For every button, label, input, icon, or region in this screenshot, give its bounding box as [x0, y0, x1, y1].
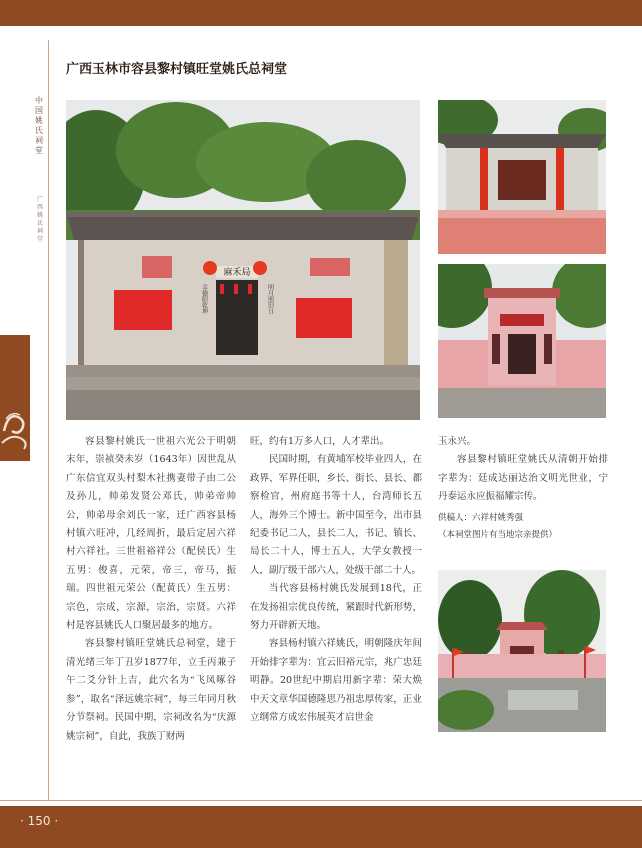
paragraph: 民国时期，有黄埔军校毕业四人，在政界、军界任职，乡长、街长、县长、都察检官，州府庭书等十人，台湾师长五人，海外三个博士。新中国至今，出市县纪委书记二人，县长二人，书记、镇长、局长二十人，博士五人，大学女教授一人，副厅级干部六人，处级干部二十人。	[250, 454, 422, 576]
couplet-left-text: 幸德昭乾坤	[200, 284, 208, 314]
photo-credit	[438, 510, 608, 544]
paragraph: 容县杨村镇六祥姚氏，明朝隆庆年间开始排字辈为：宜云旧裕元宗，兆广忠廷明静。20世纪中期启用新字辈：荣大焕中天文章华国德隆思乃祖忠厚传家，正业立纲常方成宏伟展英才启世金	[250, 638, 422, 724]
hall-sign-text: 麻禾局	[223, 268, 251, 278]
bottom-band	[0, 806, 642, 848]
body-column-1	[66, 433, 236, 746]
cloud-ornament-icon	[0, 335, 30, 461]
margin-rule	[48, 40, 49, 800]
body-column-2	[250, 433, 422, 728]
body-column-3	[438, 433, 608, 507]
source-line: （本祠堂图片有当地宗亲提供）	[438, 530, 558, 540]
couplet-right-text: 明月照旧日	[266, 284, 274, 314]
paragraph: 容县黎村镇旺堂姚氏从清朝开始排字辈为：廷成达丽达治文明光世业，宁丹泰运永应振福耀宗传。	[438, 454, 608, 503]
page-title: 广西玉林市容县黎村镇旺堂姚氏总祠堂	[66, 62, 288, 77]
hall-front-photo	[438, 100, 606, 254]
page-number: · 150 ·	[20, 814, 59, 828]
sidebar-book-title: 中国姚氏祠堂	[35, 96, 43, 155]
paragraph: 容县黎村姚氏一世祖六光公于明朝末年，崇祯癸未岁（1643年）因世乱从广东信宜双头村梨木社携妻带子由二公及孙儿，帅弟发贤公邓氏，帅弟帝帅公，帅弟母余刘氏一家，迁广西容县杨村镇六旺冲，几经周折，最后定居六祥村六祥社。三世祖裕祥公（配侯氏）生五男：俊喜，元荣，帝三，帝马，振瑞。四世祖元荣公（配黄氏）生五男：宗色，宗成，宗源，宗治，宗贤。六祥村是容县姚氏人口聚居最多的地方。	[66, 436, 236, 632]
contributor-line: 供稿人：六祥村姚秀强	[438, 513, 524, 523]
paragraph: 容县黎村镇旺堂姚氏总祠堂，建于清光绪三年丁丑岁1877年，立壬丙兼子午二爻分针上吉，此穴名为“飞凤啄谷参”，取名“泽远姚宗祠”，每三年同月秋分节祭祠。民国中期，宗祠改名为“庆源姚宗祠”，自此，我族丁财两	[66, 638, 236, 742]
footer-rule	[0, 800, 642, 801]
paragraph-continued: 玉永兴。	[438, 436, 477, 447]
top-band	[0, 0, 642, 26]
main-ancestral-hall-photo	[66, 100, 420, 420]
hall-gate-photo	[438, 264, 606, 418]
paragraph-continued: 旺，约有1万多人口，人才辈出。	[250, 436, 390, 447]
paragraph: 当代容县杨村姚氏发展到18代，正在发扬祖宗优良传统，紧跟时代新形势，努力开辟新天地。	[250, 583, 422, 632]
sidebar-decorative-tab	[0, 335, 30, 461]
sidebar-section-title: 广西姚氏祠堂	[36, 196, 43, 243]
hall-courtyard-photo	[438, 570, 606, 732]
